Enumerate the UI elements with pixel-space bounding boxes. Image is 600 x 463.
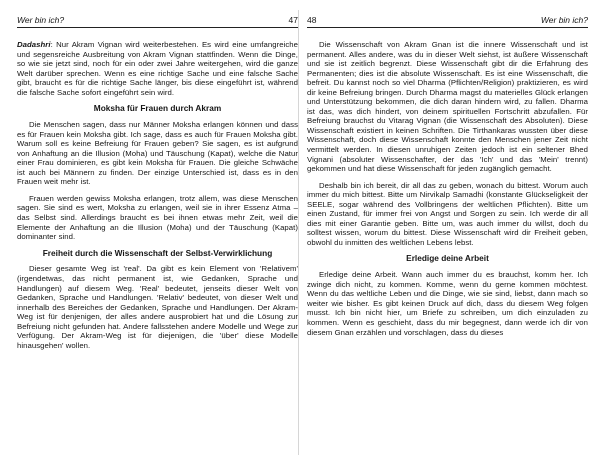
page-gutter xyxy=(298,10,299,455)
left-paragraph-2: Die Menschen sagen, dass nur Männer Moksha erlangen können und dass es für Frauen kein Moksha gibt. Ich sage, dass es auch für Frauen Moksha gibt. Warum soll es keine Befreiung für Frauen geben? Sie sagen, es ist aufgrund von Anhaftung an die Illusion (Moha) und Täuschung (Kapat), welche die Natur einer Frau dominieren, es gibt kein Moksha für Frauen. Die gleiche Schwäche ist auch bei Männern zu finden. Der einzige Unterschied ist, dass es in den Frauen weit mehr ist. xyxy=(17,120,298,187)
right-paragraph-2: Deshalb bin ich bereit, dir all das zu geben, wonach du bittest. Worum auch immer du mich bittest. Bitte um Nirvikalp Samadhi (konstante Glückseligkeit der SEELE, sogar während des Vollbringens der weltlichen Pflichten). Bitte um einen Zustand, für immer frei von Angst und Sorgen zu sein. Ich werde dir all dies mit einer Garantie geben. Bitte um, was auch immer du willst, doch du solltest wissen, worum du bittest. Diese Wissenschaft wird dir Freiheit geben, obwohl du inmitten des weltlichen Lebens lebst. xyxy=(307,180,588,247)
right-heading-1: Erledige deine Arbeit xyxy=(406,253,489,264)
left-paragraph-3: Frauen werden gewiss Moksha erlangen, trotz allem, was diese Menschen sagen. Sie sind es wert, Moksha zu erlangen, weil sie in ihrer Essenz Atma – das Selbst sind. Allerdings braucht es bei ihnen etwas mehr Zeit, weil die Elemente der Anhaftung an die Illusion (Moha) und der Täuschung (Kapat) dominanter sind. xyxy=(17,193,298,242)
left-header-rule xyxy=(17,27,298,28)
left-heading-2: Freiheit durch die Wissenschaft der Selbst-Verwirklichung xyxy=(42,247,273,258)
left-page xyxy=(17,0,298,463)
left-header-title: Wer bin ich? xyxy=(17,15,65,25)
right-page xyxy=(307,0,588,463)
right-page-number: 48 xyxy=(307,15,317,25)
left-page-text xyxy=(17,40,298,357)
left-heading-1: Moksha für Frauen durch Akram xyxy=(93,103,222,114)
right-header-rule xyxy=(307,27,588,28)
right-page-header xyxy=(307,15,588,25)
right-paragraph-1: Die Wissenschaft von Akram Gnan ist die innere Wissenschaft und ist permanent. Alles andere, was du in dieser Welt siehst, ist äußere Wissenschaft und sie ist zeitlich begrenzt. Diese Wissenschaft gibt dir die Erfahrung des Permanenten; dies ist die absolute Wissenschaft. Es ist eine Wissenschaft, die befreit. Du kannst noch so viel Dharma (Pflichten/Religion) praktizieren, es wird dir keine Befreiung bringen. Durch Dharma magst du materielles Glück erlangen und Unterstützung bekommen, die dich daran hindern wird, zu fallen. Dharma ist das, was dich hindert, von deinem spirituellen Fortschritt abzufallen. Für Befreiung brauchst du Vitarag Vignan (die Wissenschaft des Absoluten). Diese Wissenschaft existiert in keinen Schriften. Die Tirthankaras wussten über diese Wissenschaft, doch diese Wissenschaft konnte den Menschen jener Zeit nicht vermittelt werden. In diesen unruhigen Zeiten jedoch ist ein seltener Bhed Vignani (absoluter Wissenschafter, der das 'Ich' und das 'Mein' trennt) gekommen und hat diese Wissenschaft für jeden zugänglich gemacht. xyxy=(307,40,588,174)
right-page-text xyxy=(307,40,588,344)
left-paragraph-1-text: : Nur Akram Vignan wird weiterbestehen. Es wird eine umfangreiche und segensreiche Ausbreitung von Akram Vignan stattfinden. Wenn die Dinge, so wie sie jetzt sind, noch für ein oder zwei Jahre weitergehen, wird die ganze Welt darüber sprechen. Wenn es eine richtige Sache und eine falsche Sache gibt, braucht es für die richtige Sache länger, bis diese eingeführt ist, während die falsche Sache sofort eingeführt sein wird. xyxy=(17,40,298,97)
right-header-title: Wer bin ich? xyxy=(540,15,588,25)
speaker-label: Dadashri xyxy=(17,40,51,49)
left-page-header xyxy=(17,15,298,25)
left-paragraph-4: Dieser gesamte Weg ist 'real'. Da gibt es kein Element von 'Relativem' (irgendetwas, das nicht permanent ist, wie Gedanken, Sprache und Handlungen) auf diesem Weg. 'Real' bedeutet, jenseits dieser Welt von Gedanken, Sprache und Handlungen. 'Relativ' bedeutet, von dieser Welt und innerhalb des Bereiches der Gedanken, Sprache und Handlungen. Der Akram-Weg ist für denjenigen, der alles andere ausprobiert hat und die Lösung zur Befreiung nicht gefunden hat. Andere fallsstehen andere Modelle und Wege zur Verfügung. Der Akram-Weg ist für diejenigen, die 'über' diese Modelle hinausgehen' wollen. xyxy=(17,264,298,350)
left-paragraph-1 xyxy=(17,40,298,97)
left-page-number: 47 xyxy=(288,15,298,25)
right-paragraph-3: Erledige deine Arbeit. Wann auch immer du es brauchst, komm her. Ich zwinge dich nicht, zu kommen. Komme, wenn du gerne kommen möchtest. Wenn du das weltliche Leben und die Dinge, wie sie sind, liebst, dann mach so weiter wie bisher. Es gibt keinen Druck auf dich, dass du diesem Weg folgen musst. Ich bin nicht hier, um Briefe zu schreiben, um dich einzuladen zu kommen. Wenn es geschieht, dass du mir begegnest, dann werde ich dir von diesem Gnan erzählen und vorschlagen, dass du dieses xyxy=(307,270,588,337)
